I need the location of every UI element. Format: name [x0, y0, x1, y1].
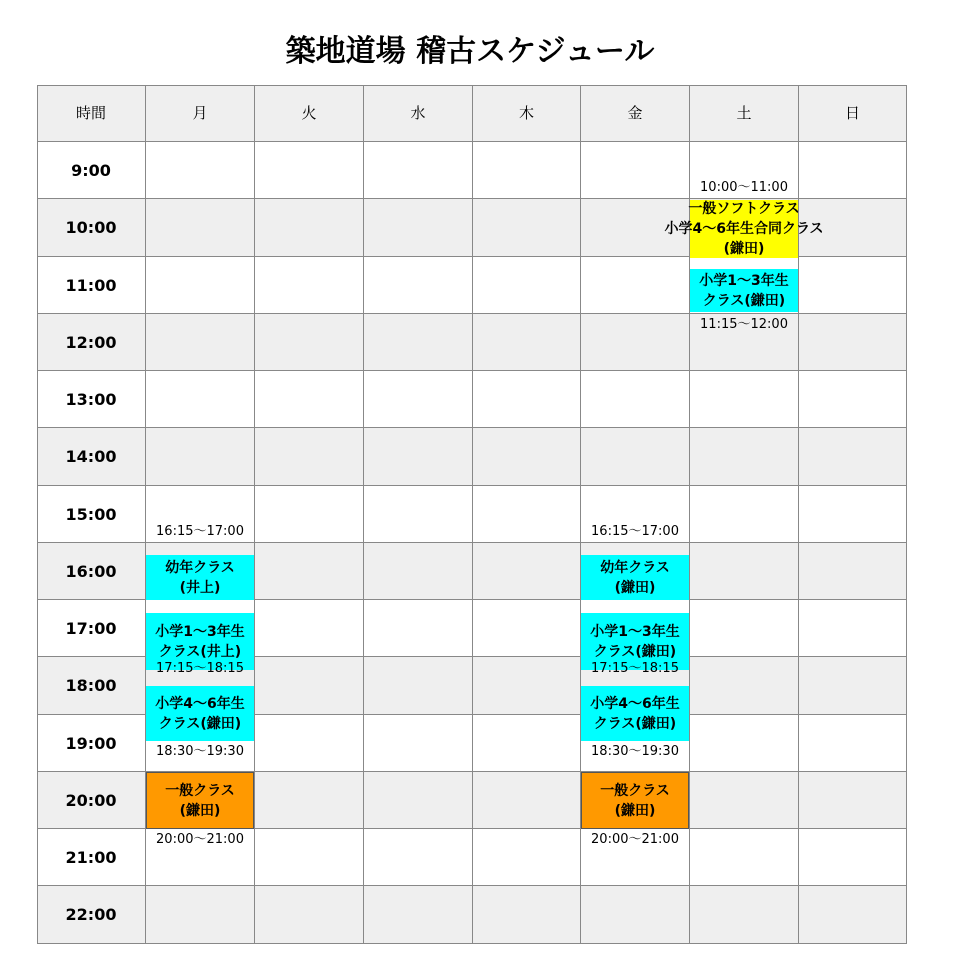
schedule-cell	[581, 428, 690, 485]
class-block-mon-general	[146, 772, 254, 829]
schedule-cell	[255, 314, 364, 371]
schedule-cell	[690, 886, 799, 943]
class-name-line1: 幼年クラス	[600, 559, 670, 576]
time-label: 15:00	[65, 504, 117, 524]
time-label: 16:00	[65, 561, 117, 581]
schedule-cell	[473, 886, 581, 943]
schedule-cell	[690, 486, 799, 543]
schedule-cell	[581, 314, 690, 371]
schedule-cell	[581, 886, 690, 943]
schedule-cell	[690, 657, 799, 714]
time-cell	[37, 199, 146, 256]
schedule-cell	[255, 715, 364, 772]
schedule-cell	[364, 600, 473, 657]
schedule-cell	[364, 371, 473, 428]
time-label: 13:00	[65, 390, 117, 409]
header-day-cell	[255, 85, 364, 142]
time-label: 19:00	[65, 733, 117, 753]
schedule-cell	[690, 600, 799, 657]
schedule-cell	[364, 829, 473, 886]
time-label: 21:00	[65, 848, 117, 867]
time-cell	[37, 772, 146, 829]
schedule-cell	[364, 886, 473, 943]
schedule-cell	[799, 257, 907, 314]
header-day-cell	[690, 85, 799, 142]
class-name-line2: (鎌田)	[614, 579, 656, 596]
class-time-label: 18:30〜19:30	[591, 744, 679, 759]
schedule-cell	[473, 657, 581, 714]
class-name-line2: 小学4〜6年生合同クラス	[664, 221, 824, 237]
time-cell	[37, 371, 146, 428]
class-name-line1: 小学1〜3年生	[590, 623, 680, 640]
schedule-cell	[473, 772, 581, 829]
schedule-cell	[146, 371, 255, 428]
class-name-line2: クラス(鎌田)	[702, 292, 786, 309]
class-name-line1: 小学4〜6年生	[590, 695, 680, 712]
schedule-cell	[581, 257, 690, 314]
header-day-cell	[799, 85, 907, 142]
class-block-fri-elem46	[581, 686, 689, 741]
day-header: 水	[410, 104, 426, 122]
class-name-line2: クラス(井上)	[158, 643, 242, 660]
time-label: 11:00	[65, 275, 117, 295]
class-name-line3: (鎌田)	[723, 241, 765, 257]
schedule-cell	[364, 314, 473, 371]
schedule-cell	[473, 199, 581, 256]
header-day-cell	[146, 85, 255, 142]
header-time-cell	[37, 85, 146, 142]
time-cell	[37, 657, 146, 714]
schedule-cell	[473, 600, 581, 657]
class-name-line1: 一般クラス	[165, 782, 235, 799]
class-name-line1: 小学4〜6年生	[155, 695, 245, 712]
time-cell	[37, 886, 146, 943]
time-cell	[37, 829, 146, 886]
schedule-cell	[473, 486, 581, 543]
schedule-cell	[473, 257, 581, 314]
schedule-cell	[473, 428, 581, 485]
day-header: 火	[301, 104, 317, 122]
class-name-line1: 一般クラス	[600, 782, 670, 799]
schedule-cell	[364, 657, 473, 714]
class-time-label: 20:00〜21:00	[156, 832, 244, 847]
day-header: 月	[192, 104, 208, 122]
class-name-line1: 小学1〜3年生	[699, 272, 789, 289]
schedule-cell	[146, 314, 255, 371]
class-time-label: 16:15〜17:00	[591, 524, 679, 539]
time-label: 12:00	[65, 332, 117, 352]
time-column-header: 時間	[75, 104, 106, 122]
schedule-cell	[799, 543, 907, 600]
time-cell	[37, 142, 146, 199]
schedule-cell	[473, 543, 581, 600]
schedule-cell	[255, 371, 364, 428]
schedule-cell	[473, 715, 581, 772]
schedule-cell	[255, 486, 364, 543]
time-cell	[37, 600, 146, 657]
class-time-label: 20:00〜21:00	[591, 832, 679, 847]
schedule-cell	[799, 657, 907, 714]
schedule-cell	[364, 257, 473, 314]
time-cell	[37, 715, 146, 772]
schedule-cell	[364, 715, 473, 772]
schedule-cell	[146, 142, 255, 199]
schedule-cell	[581, 142, 690, 199]
day-header: 日	[844, 104, 860, 122]
schedule-cell	[690, 543, 799, 600]
schedule-cell	[473, 371, 581, 428]
class-time-label: 17:15〜18:15	[591, 661, 679, 676]
class-time-label: 16:15〜17:00	[156, 524, 244, 539]
schedule-cell	[255, 886, 364, 943]
schedule-cell	[146, 199, 255, 256]
schedule-cell	[255, 142, 364, 199]
schedule-cell	[799, 371, 907, 428]
schedule-cell	[146, 257, 255, 314]
schedule-cell	[473, 829, 581, 886]
class-block-mon-kinder	[146, 555, 254, 600]
class-time-label: 18:30〜19:30	[156, 744, 244, 759]
class-block-fri-general	[581, 772, 689, 829]
class-time-label: 10:00〜11:00	[700, 180, 788, 195]
time-cell	[37, 428, 146, 485]
time-label: 10:00	[65, 218, 117, 238]
schedule-cell	[799, 772, 907, 829]
header-day-cell	[473, 85, 581, 142]
class-name-line1: 幼年クラス	[165, 559, 235, 576]
schedule-cell	[364, 772, 473, 829]
page-title: 築地道場 稽古スケジュール	[285, 34, 655, 69]
schedule-cell	[799, 715, 907, 772]
time-label: 17:00	[65, 619, 117, 638]
schedule-cell	[255, 657, 364, 714]
day-header: 土	[736, 104, 752, 122]
time-cell	[37, 543, 146, 600]
class-name-line2: クラス(鎌田)	[158, 715, 242, 732]
day-header: 金	[627, 104, 643, 122]
schedule-cell	[364, 199, 473, 256]
header-day-cell	[364, 85, 473, 142]
schedule-cell	[255, 428, 364, 485]
schedule-cell	[364, 142, 473, 199]
schedule-cell	[799, 142, 907, 199]
schedule-cell	[581, 371, 690, 428]
schedule-cell	[146, 428, 255, 485]
schedule-cell	[473, 142, 581, 199]
class-name-line1: 一般ソフトクラス	[688, 201, 800, 217]
class-name-line2: クラス(鎌田)	[593, 715, 677, 732]
time-cell	[37, 486, 146, 543]
schedule-cell	[255, 543, 364, 600]
schedule-cell	[364, 428, 473, 485]
class-name-line2: (鎌田)	[614, 802, 656, 819]
schedule-cell	[799, 428, 907, 485]
schedule-grid	[37, 85, 907, 944]
schedule-cell	[799, 886, 907, 943]
time-cell	[37, 257, 146, 314]
schedule-cell	[799, 314, 907, 371]
schedule-cell	[799, 600, 907, 657]
schedule-cell	[255, 600, 364, 657]
schedule-cell	[255, 199, 364, 256]
time-cell	[37, 314, 146, 371]
class-time-label: 11:15〜12:00	[700, 317, 788, 332]
header-day-cell	[581, 85, 690, 142]
schedule-cell	[799, 829, 907, 886]
schedule-cell	[255, 772, 364, 829]
day-header: 木	[518, 104, 534, 122]
class-name-line1: 小学1〜3年生	[155, 623, 245, 640]
schedule-cell	[799, 486, 907, 543]
schedule-cell	[690, 428, 799, 485]
schedule-cell	[364, 486, 473, 543]
schedule-cell	[690, 829, 799, 886]
schedule-cell	[690, 371, 799, 428]
time-label: 14:00	[65, 447, 117, 467]
schedule-cell	[146, 886, 255, 943]
schedule-cell	[473, 314, 581, 371]
class-block-mon-elem46	[146, 686, 254, 741]
schedule-cell	[255, 257, 364, 314]
schedule-cell	[364, 543, 473, 600]
time-label: 9:00	[71, 161, 111, 180]
time-label: 20:00	[65, 790, 117, 810]
schedule-cell	[255, 829, 364, 886]
class-block-fri-kinder	[581, 555, 689, 600]
class-block-sat-elem13	[690, 269, 798, 312]
time-label: 18:00	[65, 676, 117, 696]
class-name-line2: (鎌田)	[179, 802, 221, 819]
time-label: 22:00	[65, 905, 117, 925]
schedule-cell	[690, 715, 799, 772]
class-block-sat-joint	[664, 200, 824, 258]
schedule-cell	[690, 772, 799, 829]
class-name-line2: クラス(鎌田)	[593, 643, 677, 660]
class-time-label: 17:15〜18:15	[156, 661, 244, 676]
class-name-line2: (井上)	[179, 579, 221, 596]
